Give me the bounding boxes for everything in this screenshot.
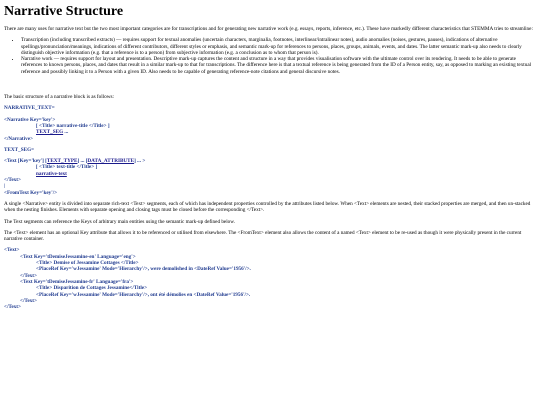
example-line: <Text Key='tDemiseJessamine-en' Language='eng'> xyxy=(20,253,136,260)
text-type-link[interactable]: TEXT_TYPE xyxy=(46,158,78,165)
example-line: <Text> xyxy=(4,247,20,254)
text-seg-link[interactable]: TEXT_SEG xyxy=(36,129,64,136)
intro-paragraph: There are many uses for narrative text but the two most important categories are for transcriptions and for generating new narrative work (e.g. essays, reports, inference, etc.). These have markedly different characteristics that STEMMA tries to streamline: xyxy=(4,26,533,32)
alternative-bar: | xyxy=(4,183,6,190)
narrative-title-line: [ <Title> narrative-title </Title> ] xyxy=(36,122,110,129)
example-line: </Text> xyxy=(20,297,37,304)
text-seg-heading: TEXT_SEG= xyxy=(4,146,35,153)
data-attribute-link[interactable]: DATA_ATTRIBUTE xyxy=(87,158,135,165)
fromtext-tag: <FromText Key='key'/> xyxy=(4,189,58,196)
narrative-block-code xyxy=(4,117,536,142)
text-segments-paragraph: A single <Narrative> entity is divided into separate rich-text <Text> segments, each of which has independent properties controlled by the attributes listed below. When <Text> elements are nested, their stacked properties are merged, and then un-stacked when the nesting finishes. Elements with separate opening and closing tags must be closed before the corresponding </Text>. xyxy=(4,200,531,214)
narrative-close-tag: </Narrative> xyxy=(4,135,33,142)
text-seg-suffix: ... xyxy=(63,129,69,136)
bullet-narrative-work: • Narrative work — requires support for layout and presentation. Descriptive mark-up captures the content and structure in a way that provides visualisation software with the ultimate control over its rendering. It needs to be able to generate references to known persons, places, and dates that result in a similar mark-up to that for transcriptions. The difference here is that a textual reference is being generated from the ID of a Person entity, say, as opposed to marking an existing textual reference and possibly linking it to a Person with a given ID. Also needs to be capable of generating reference-note citations and general discursive notes. xyxy=(21,56,536,75)
example-line: </Text> xyxy=(4,304,21,311)
key-attribute-paragraph: The <Text> element has an optional Key attribute that allows it to be referenced or utilised from elsewhere. The <FromText> element also allows the content of a named <Text> element to be re-used as though it were physically present in the current narrative container. xyxy=(4,229,522,243)
narrative-text-link[interactable]: narrative-text xyxy=(36,170,67,177)
narrative-text-heading: NARRATIVE_TEXT= xyxy=(4,105,55,112)
example-line: <PlaceRef Key='wJessamine' Mode='Hierarchy'/>, were demolished in <DateRef Value='1956'/>. xyxy=(36,266,251,273)
text-open-prefix: <Text [Key='key'] [ xyxy=(4,158,47,165)
example-code-block xyxy=(4,247,536,310)
text-open-mid: ] ... [ xyxy=(77,158,88,165)
narrative-open-tag: <Narrative Key='key'> xyxy=(4,116,56,123)
bullet-list xyxy=(4,37,536,75)
text-seg-block-code xyxy=(4,158,536,196)
example-line: <PlaceRef Key='wJessamine' Mode='Hierarchy'/>, ont été démolies en <DateRef Value='1956'/>. xyxy=(36,291,251,298)
text-open-suffix: ] ... > xyxy=(134,158,146,165)
example-line: <Text Key='tDemiseJessamine-fr' Language='fra'> xyxy=(20,278,134,285)
example-line: <Title> Disparition de Cottages Jessamine</Title> xyxy=(36,285,148,292)
page-title: Narrative Structure xyxy=(4,4,124,19)
example-line: </Text> xyxy=(20,272,37,279)
semantic-markup-paragraph: The Text segments can reference the Keys of arbitrary main entities using the semantic mark-up defined below. xyxy=(4,218,235,225)
bullet-transcription: • Transcription (including transcribed extracts) — requires support for textual anomalies (uncertain characters, marginalia, footnotes, interlinear/intralinear notes), audio anomalies (noises, gestures, pauses), indications of alternative spellings/pronunciation/meanings, indications of different contributors, different styles or emphasis, and semantic mark-up for references to persons, places, groups, animals, events, and dates. The latter semantic mark-up also needs to clearly distinguish objective information (e.g. that a reference is to a person) from subjective information (e.g. a conclusion as to whom that person is). xyxy=(21,37,536,56)
text-close-tag: </Text> xyxy=(4,177,21,184)
text-title-line: [ <Title> text-title </Title> ] xyxy=(36,164,98,171)
basic-structure-paragraph: The basic structure of a narrative block is as follows: xyxy=(4,94,114,101)
example-line: <Title> Demise of Jessamine Cottages </Title> xyxy=(36,260,139,267)
